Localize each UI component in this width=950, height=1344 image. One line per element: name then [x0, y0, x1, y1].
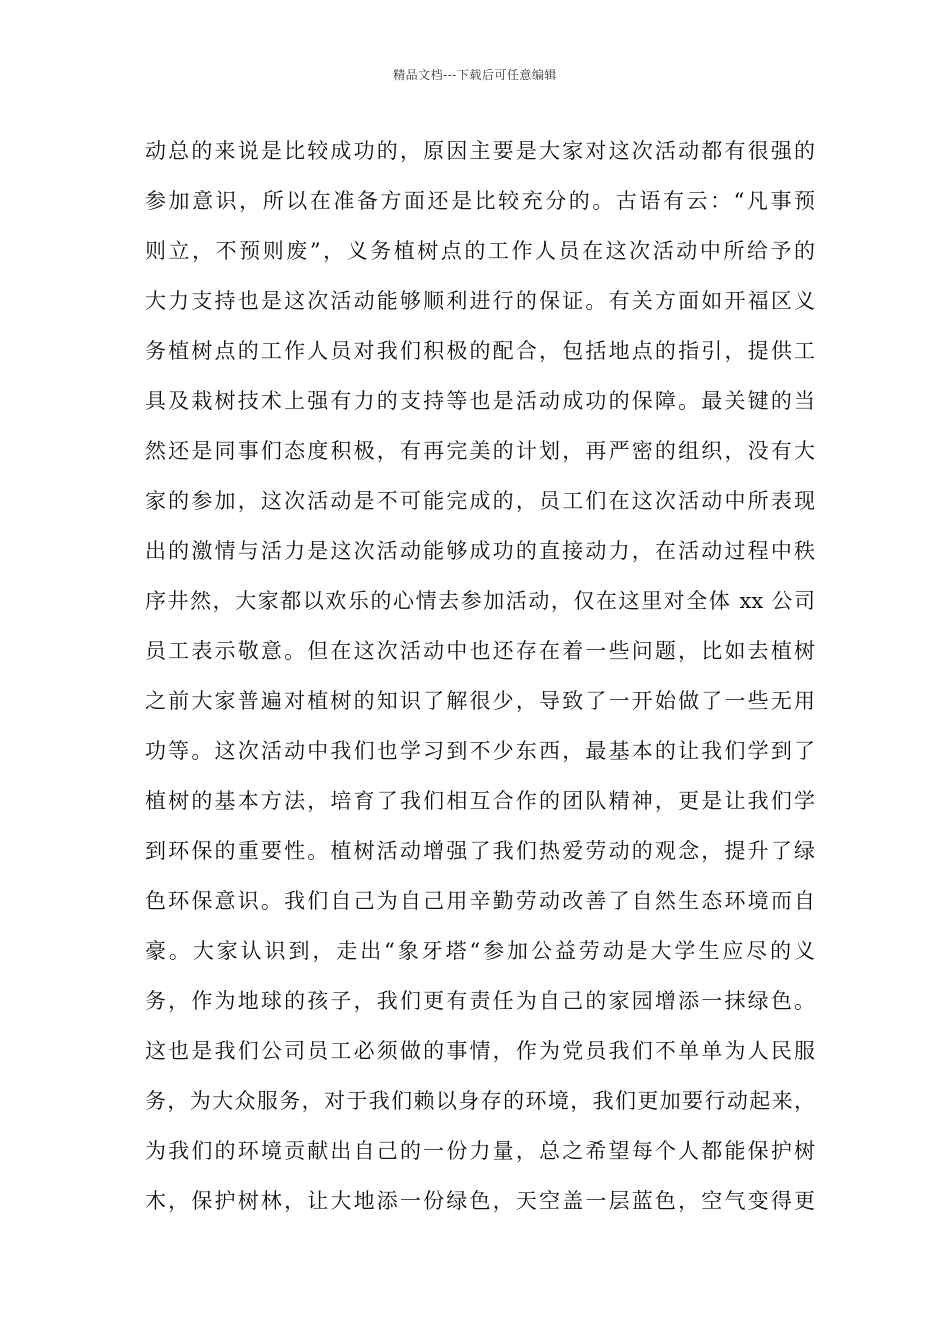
paragraph-line: 到环保的重要性。植树活动增强了我们热爱劳动的观念，提升了绿	[145, 839, 815, 863]
paragraph-line: 之前大家普遍对植树的知识了解很少，导致了一开始做了一些无用	[145, 689, 815, 713]
paragraph-line: 务，为大众服务，对于我们赖以身存的环境，我们更加要行动起来，	[145, 1089, 815, 1113]
body-paragraph	[145, 128, 815, 1228]
paragraph-line: 家的参加，这次活动是不可能完成的，员工们在这次活动中所表现	[145, 489, 815, 513]
paragraph-line: 务，作为地球的孩子，我们更有责任为自己的家园增添一抹绿色。	[145, 989, 815, 1013]
paragraph-line: 然还是同事们态度积极，有再完美的计划，再严密的组织，没有大	[145, 439, 815, 463]
paragraph-line: 功等。这次活动中我们也学习到不少东西，最基本的让我们学到了	[145, 739, 815, 763]
paragraph-line: 参加意识，所以在准备方面还是比较充分的。古语有云：“凡事预	[145, 189, 815, 213]
paragraph-line: 植树的基本方法，培育了我们相互合作的团队精神，更是让我们学	[145, 789, 815, 813]
paragraph-line: 木，保护树林，让大地添一份绿色，天空盖一层蓝色，空气变得更	[145, 1189, 815, 1213]
paragraph-line: 动总的来说是比较成功的，原因主要是大家对这次活动都有很强的	[145, 139, 815, 163]
paragraph-line: 色环保意识。我们自己为自己用辛勤劳动改善了自然生态环境而自	[145, 889, 815, 913]
paragraph-line: 员工表示敬意。但在这次活动中也还存在着一些问题，比如去植树	[145, 639, 815, 663]
paragraph-line: 则立，不预则废”，义务植树点的工作人员在这次活动中所给予的	[145, 239, 815, 263]
paragraph-line: 出的激情与活力是这次活动能够成功的直接动力，在活动过程中秩	[145, 539, 815, 563]
page-header: 精品文档---下载后可任意编辑	[393, 68, 557, 82]
paragraph-line: 序井然，大家都以欢乐的心情去参加活动，仅在这里对全体 xx 公司	[145, 589, 815, 613]
paragraph-line: 为我们的环境贡献出自己的一份力量，总之希望每个人都能保护树	[145, 1139, 815, 1163]
paragraph-line: 这也是我们公司员工必须做的事情，作为党员我们不单单为人民服	[145, 1039, 815, 1063]
paragraph-line: 务植树点的工作人员对我们积极的配合，包括地点的指引，提供工	[145, 339, 815, 363]
paragraph-line: 大力支持也是这次活动能够顺利进行的保证。有关方面如开福区义	[145, 289, 815, 313]
paragraph-line: 豪。大家认识到，走出“象牙塔“参加公益劳动是大学生应尽的义	[145, 939, 815, 963]
paragraph-line: 具及栽树技术上强有力的支持等也是活动成功的保障。最关键的当	[145, 389, 815, 413]
